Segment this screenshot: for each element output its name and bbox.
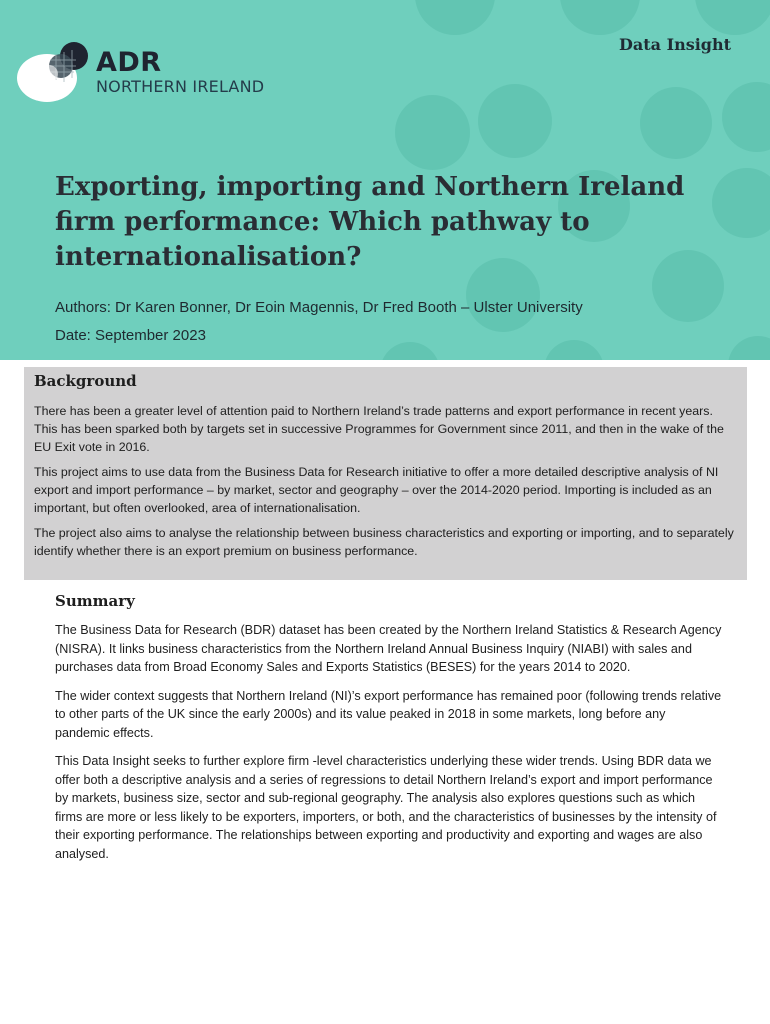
adr-logo-mark-icon [16, 40, 96, 106]
header-banner [0, 0, 770, 360]
background-heading: Background [34, 372, 137, 390]
decorative-circle [415, 0, 495, 35]
logo-region: NORTHERN IRELAND [96, 77, 265, 96]
background-paragraph: This project aims to use data from the Business Data for Research initiative to offer a more detailed descriptive analysis of NI export and import performance – by market, sector and geography – over the 2014-2020 period. Importing is included as an important, but often overlooked, area of internationalisation. [34, 465, 719, 515]
summary-body [55, 621, 723, 873]
decorative-circle [728, 336, 770, 360]
summary-paragraph: The Business Data for Research (BDR) dataset has been created by the Northern Ireland Statistics & Research Agency (NISRA). It links business characteristics from the Northern Ireland Annual Business Inquiry (NIABI) with sales and purchases data from Broad Economy Sales and Exports Statistics (BESES) for the years 2014 to 2020. [55, 623, 722, 674]
decorative-circle [560, 0, 640, 35]
summary-paragraph: This Data Insight seeks to further explore firm -level characteristics underlying these wider trends. Using BDR data we offer both a descriptive analysis and a series of regressions to detail Northern Ireland’s export and import performance by markets, business size, sector and sub-regional geography. The analysis also explores questions such as which firms are more or less likely to be exporters, importers, or both, and the characteristics of businesses by the intensity of their exporting performance. The relationships between exporting and productivity and exporting and wages are also analysed. [55, 754, 717, 861]
background-body [34, 402, 739, 567]
document-type-label: Data Insight [619, 35, 731, 54]
summary-heading: Summary [55, 592, 135, 610]
decorative-circle [478, 84, 552, 158]
date-line: Date: September 2023 [55, 327, 206, 344]
background-section [24, 367, 747, 580]
logo-wordmark: ADR [96, 47, 162, 78]
background-paragraph: The project also aims to analyse the relationship between business characteristics and exporting or importing, and to separately identify whether there is an export premium on business performance. [34, 526, 734, 558]
authors-line: Authors: Dr Karen Bonner, Dr Eoin Magennis, Dr Fred Booth – Ulster University [55, 299, 583, 316]
page-title: Exporting, importing and Northern Ireland firm performance: Which pathway to internationalisation? [55, 172, 685, 272]
adr-logo [16, 40, 306, 110]
decorative-circle [380, 342, 440, 360]
decorative-circle [722, 82, 770, 152]
decorative-circle [544, 340, 604, 360]
decorative-circle [395, 95, 470, 170]
decorative-circle [695, 0, 770, 35]
summary-paragraph: The wider context suggests that Northern Ireland (NI)’s export performance has remained poor (following trends relative to other parts of the UK since the early 2000s) and its value peaked in 2018 in some markets, long before any pandemic effects. [55, 688, 722, 740]
decorative-circle [640, 87, 712, 159]
background-paragraph: There has been a greater level of attention paid to Northern Ireland’s trade patterns and export performance in recent years. This has been sparked both by targets set in successive Programmes for Government since 2011, and then in the wake of the EU Exit vote in 2016. [34, 404, 724, 454]
